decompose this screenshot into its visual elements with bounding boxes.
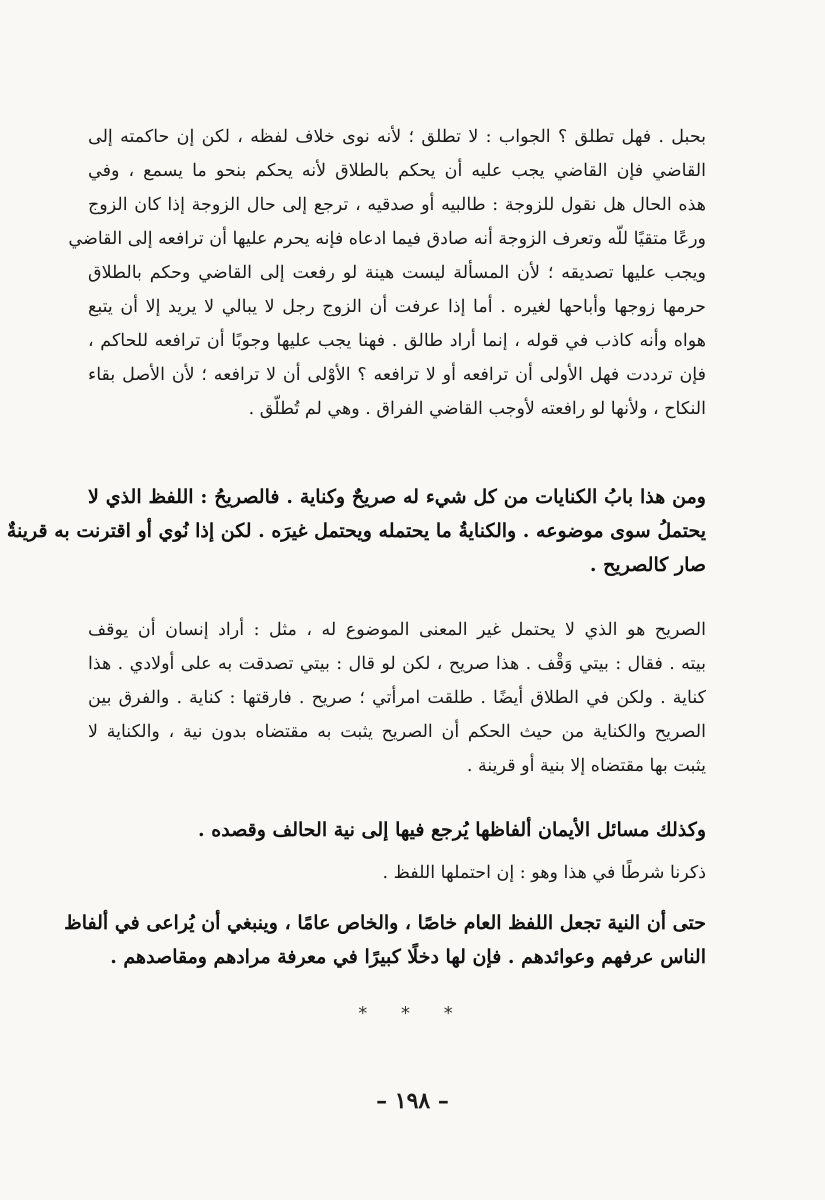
paragraph-6-bold	[64, 906, 706, 974]
section-separator: * * *	[358, 1003, 467, 1024]
paragraph-3	[88, 613, 706, 783]
text-line: الناس عرفهم وعوائدهم . فإن لها دخلًا كبيرًا في معرفة مرادهم ومقاصدهم .	[110, 946, 706, 968]
text-line: صار كالصريح .	[589, 554, 706, 576]
paragraph-5	[88, 856, 706, 890]
text-line: الصريح والكناية من حيث الحكم أن الصريح يثبت به مقتضاه بدون نية ، والكناية لا	[88, 722, 706, 742]
text-line: بحبل . فهل تطلق ؟ الجواب : لا تطلق ؛ لأنه نوى خلاف لفظه ، لكن إن حاكمته إلى	[88, 127, 706, 147]
text-line: يحتملُ سوى موضوعه . والكنايةُ ما يحتمله ويحتمل غيرَه . لكن إذا نُوي أو اقترنت به قرينةٌ	[6, 520, 706, 542]
paragraph-1	[68, 120, 706, 426]
text-line: ومن هذا بابُ الكنايات من كل شيء له صريحٌ وكناية . فالصريحُ : اللفظ الذي لا	[88, 486, 706, 508]
text-line: كناية . ولكن في الطلاق أيضًا . طلقت امرأتي ؛ صريح . فارقتها : كناية . والفرق بين	[88, 688, 706, 708]
text-line: القاضي فإن القاضي يجب عليه أن يحكم بالطلاق لأنه يحكم بنحو ما يسمع ، وفي	[88, 161, 706, 181]
text-line: بيته . فقال : بيتي وَقْف . هذا صريح ، لكن لو قال : بيتي تصدقت به على أولادي . هذا	[88, 654, 706, 674]
text-line: ورعًا متقيًا للّه وتعرف الزوجة أنه صادق فيما ادعاه فإنه يحرم عليها أن ترافعه إلى القاضي	[68, 229, 706, 249]
text-line: حرمها زوجها وأباحها لغيره . أما إذا عرفت أن الزوج رجل لا يبالي لا يريد إلا أن يتبع	[88, 297, 706, 317]
text-line: ذكرنا شرطًا في هذا وهو : إن احتملها اللفظ .	[382, 863, 706, 883]
text-line: وكذلك مسائل الأيمان ألفاظها يُرجع فيها إلى نية الحالف وقصده .	[198, 819, 706, 841]
paragraph-2-bold	[6, 480, 706, 582]
text-line: حتى أن النية تجعل اللفظ العام خاصًا ، والخاص عامًا ، وينبغي أن يُراعى في ألفاظ	[64, 912, 706, 934]
text-line: الصريح هو الذي لا يحتمل غير المعنى الموضوع له ، مثل : أراد إنسان أن يوقف	[88, 620, 706, 640]
text-line: فإن ترددت فهل الأولى أن ترافعه أو لا ترافعه ؟ الأوْلى أن لا ترافعه ؛ لأن الأصل بقاء	[88, 365, 706, 385]
text-line: هذه الحال هل نقول للزوجة : طالبيه أو صدقيه ، ترجع إلى حال الزوجة إذا كان الزوج	[88, 195, 706, 215]
page-number: – ١٩٨ –	[376, 1088, 449, 1114]
text-line: هواه وأنه كاذب في قوله ، إنما أراد طالق . فهنا يجب عليها وجوبًا أن ترافعه للحاكم ،	[88, 331, 706, 351]
text-line: ويجب عليها تصديقه ؛ لأن المسألة ليست هينة لو رفعت إلى القاضي وحكم بالطلاق	[88, 263, 706, 283]
paragraph-4-bold	[88, 813, 706, 847]
text-line: النكاح ، ولأنها لو رافعته لأوجب القاضي الفراق . وهي لم تُطلّق .	[248, 399, 706, 419]
text-line: يثبت بها مقتضاه إلا بنية أو قرينة .	[466, 756, 706, 776]
